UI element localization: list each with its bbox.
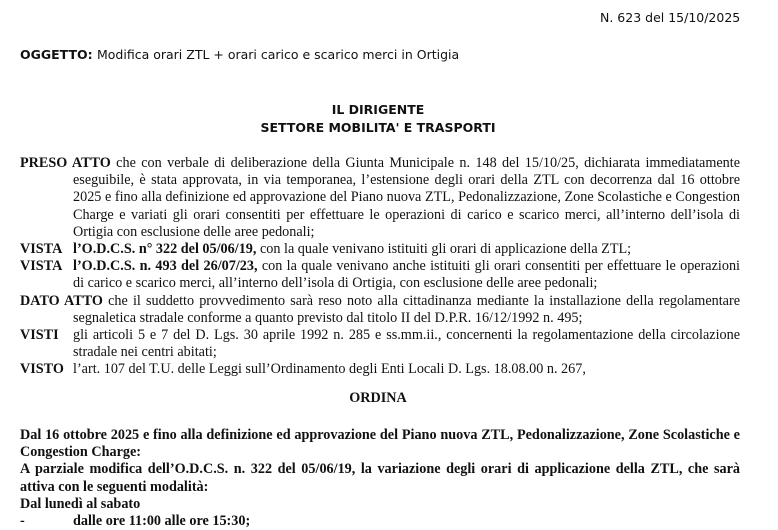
authority-department: SETTORE MOBILITA' E TRASPORTI: [260, 120, 496, 135]
authority-title: IL DIRIGENTE: [331, 102, 425, 117]
premise-reference: l’O.D.C.S. n. 493 del 26/07/23,: [73, 258, 258, 275]
premise-label: VISTA: [20, 241, 63, 258]
premise-reference: l’O.D.C.S. n° 322 del 05/06/19,: [73, 241, 257, 258]
subject-text: Modifica orari ZTL + orari carico e scarico merci in Ortigia: [97, 47, 460, 62]
premise-vista-322: [20, 241, 740, 258]
premise-label: PRESO ATTO: [20, 155, 111, 171]
protocol-number: N. 623 del 15/10/2025: [600, 10, 741, 25]
premise-vista-493: [20, 258, 740, 292]
premise-dato-atto: [20, 293, 740, 327]
order-paragraph-validity: Dal 16 ottobre 2025 e fino alla definizione ed approvazione del Piano nuova ZTL, Pedonalizzazione, Zone Scolastiche e Congestion Charge:: [20, 427, 740, 461]
premise-text: che il suddetto provvedimento sarà reso noto alla cittadinanza mediante la installazione della regolamentare segnaletica stradale conforme a quanto previsto dal titolo II del D.P.R. 16/12/1992 n. 495;: [73, 292, 740, 326]
order-section: [20, 427, 740, 530]
bullet-dash: -: [20, 513, 25, 530]
premise-label: DATO ATTO: [20, 292, 103, 309]
premise-label: VISTO: [20, 361, 64, 378]
premise-preso-atto: [20, 155, 740, 241]
order-title: ORDINA: [349, 390, 407, 406]
premises-section: [20, 155, 740, 379]
premise-text: l’art. 107 del T.U. delle Leggi sull’Ordinamento degli Enti Locali D. Lgs. 18.08.00 n. 267,: [73, 361, 586, 378]
premise-text: che con verbale di deliberazione della Giunta Municipale n. 148 del 15/10/25, dichiarata immediatamente eseguibile, è stata approvata, in via temporanea, l’estensione degli orari della ZTL con decorrenza dal 16 ottobre 2025 e fino alla definizione ed approvazione del Piano nuova ZTL, Pedonalizzazione, Zone Scolastiche e Congestion Charge e variati gli orari consentiti per effettuare le operazioni di carico e scarico merci, all’interno dell’isola di Ortigia con esclusione delle aree pedonali;: [73, 155, 740, 240]
premise-visti: [20, 327, 740, 361]
subject-line: [20, 47, 459, 62]
premise-text: gli articoli 5 e 7 del D. Lgs. 30 aprile 1992 n. 285 e ss.mm.ii., concernenti la regolamentazione della circolazione stradale nei centri abitati;: [73, 327, 740, 361]
subject-label: OGGETTO:: [20, 47, 93, 62]
order-paragraph-modification: A parziale modifica dell’O.D.C.S. n. 322 del 05/06/19, la variazione degli orari di applicazione della ZTL, che sarà attiva con le seguenti modalità:: [20, 461, 740, 495]
premise-text: con la quale venivano anche istituiti gli orari consentiti per effettuare le operazioni di carico e scarico merci, all’interno dell’isola di Ortigia, con esclusione delle aree pedonali;: [73, 258, 740, 292]
order-days: Dal lunedì al sabato: [20, 495, 141, 512]
premise-visto: [20, 361, 740, 378]
order-time-bullet: [20, 513, 740, 530]
premise-text: con la quale venivano istituiti gli orari di applicazione della ZTL;: [256, 241, 632, 258]
bullet-text: dalle ore 11:00 alle ore 15:30;: [73, 513, 251, 530]
premise-label: VISTA: [20, 258, 63, 275]
premise-label: VISTI: [20, 327, 59, 344]
